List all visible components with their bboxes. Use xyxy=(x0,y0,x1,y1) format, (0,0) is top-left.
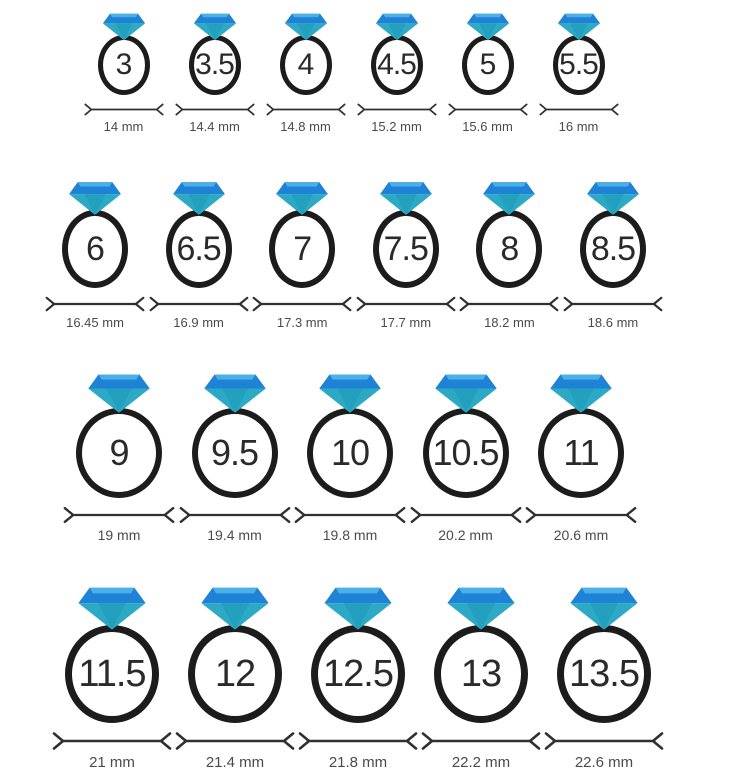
diamond-icon xyxy=(434,372,498,414)
ring-size-label: 12.5 xyxy=(323,653,393,695)
ring-band xyxy=(538,408,624,498)
ring-size-label: 13.5 xyxy=(569,653,639,695)
diamond-icon xyxy=(275,180,329,216)
ring-size-item xyxy=(355,180,457,330)
ring-size-label: 11 xyxy=(563,432,599,473)
diamond-icon xyxy=(87,372,151,414)
diameter-measure-line xyxy=(294,505,406,525)
ring-size-item xyxy=(351,12,442,134)
ring-size-label: 10 xyxy=(330,432,370,473)
diamond-icon xyxy=(375,12,419,41)
ring-size-chart xyxy=(0,12,730,771)
diameter-measure-line xyxy=(410,505,522,525)
diameter-label: 14.8 mm xyxy=(280,119,331,134)
diameter-measure-line xyxy=(175,730,295,752)
ring-size-item xyxy=(298,585,418,771)
ring-size-label: 8.5 xyxy=(590,230,636,268)
ring-band xyxy=(373,210,439,288)
diameter-label: 22.2 mm xyxy=(451,754,511,771)
ring-size-item xyxy=(421,585,541,771)
diamond-icon xyxy=(323,585,393,631)
diameter-label: 15.2 mm xyxy=(371,119,422,134)
diamond-icon xyxy=(68,180,122,216)
ring-size-item xyxy=(169,12,260,134)
ring-size-label: 12 xyxy=(214,653,256,695)
ring-size-item xyxy=(533,12,624,134)
diamond-icon xyxy=(466,12,510,41)
diamond-icon xyxy=(172,180,226,216)
ring-size-item xyxy=(442,12,533,134)
diamond-icon xyxy=(102,12,146,41)
ring-size-label: 8 xyxy=(500,230,519,268)
diameter-label: 21.4 mm xyxy=(205,754,265,771)
ring-band xyxy=(280,35,332,95)
ring-size-item xyxy=(175,585,295,771)
diameter-measure-line xyxy=(357,102,437,117)
ring-size-item xyxy=(562,180,664,330)
diameter-measure-line xyxy=(266,102,346,117)
ring-size-label: 5.5 xyxy=(559,48,598,81)
diamond-icon xyxy=(77,585,147,631)
diameter-label: 16.45 mm xyxy=(66,315,124,330)
ring-size-label: 9 xyxy=(109,432,129,473)
diamond-icon xyxy=(446,585,516,631)
diameter-measure-line xyxy=(175,102,255,117)
ring-band xyxy=(192,408,278,498)
diameter-measure-line xyxy=(252,295,352,313)
ring-size-label: 3 xyxy=(115,48,132,81)
ring-row-4 xyxy=(52,585,664,771)
ring-size-item xyxy=(293,372,407,543)
diameter-label: 18.2 mm xyxy=(484,315,535,330)
ring-size-label: 6 xyxy=(86,230,104,268)
ring-size-item xyxy=(62,372,176,543)
ring-band xyxy=(476,210,542,288)
ring-band xyxy=(76,408,162,498)
ring-size-label: 7 xyxy=(293,230,312,268)
diameter-measure-line xyxy=(63,505,175,525)
diamond-icon xyxy=(284,12,328,41)
ring-size-item xyxy=(148,180,250,330)
diameter-measure-line xyxy=(356,295,456,313)
ring-size-label: 9.5 xyxy=(210,432,259,473)
ring-band xyxy=(269,210,335,288)
ring-size-label: 13 xyxy=(460,653,502,695)
diameter-label: 21.8 mm xyxy=(328,754,388,771)
diameter-label: 19.8 mm xyxy=(322,527,378,543)
ring-row-1 xyxy=(78,12,624,134)
diamond-icon xyxy=(379,180,433,216)
ring-band xyxy=(65,625,159,723)
ring-band xyxy=(434,625,528,723)
ring-band xyxy=(189,35,241,95)
ring-size-item xyxy=(544,585,664,771)
ring-size-item xyxy=(178,372,292,543)
diameter-label: 18.6 mm xyxy=(587,315,639,330)
ring-band xyxy=(371,35,423,95)
diamond-icon xyxy=(569,585,639,631)
diameter-label: 16.9 mm xyxy=(173,315,224,330)
diameter-label: 14 mm xyxy=(103,119,144,134)
diameter-measure-line xyxy=(544,730,664,752)
ring-size-item xyxy=(251,180,353,330)
diameter-label: 22.6 mm xyxy=(574,754,634,771)
ring-band xyxy=(166,210,232,288)
diameter-measure-line xyxy=(84,102,164,117)
diameter-label: 21 mm xyxy=(89,754,135,771)
ring-size-label: 7.5 xyxy=(383,230,428,268)
ring-band xyxy=(423,408,509,498)
ring-size-item xyxy=(409,372,523,543)
diamond-icon xyxy=(557,12,601,41)
diameter-measure-line xyxy=(149,295,249,313)
diameter-measure-line xyxy=(525,505,637,525)
ring-size-item xyxy=(78,12,169,134)
ring-size-label: 6.5 xyxy=(176,230,221,268)
diameter-measure-line xyxy=(563,295,663,313)
diameter-measure-line xyxy=(539,102,619,117)
ring-band xyxy=(553,35,605,95)
ring-band xyxy=(188,625,282,723)
ring-size-label: 10.5 xyxy=(432,432,499,473)
ring-size-item xyxy=(458,180,560,330)
diamond-icon xyxy=(203,372,267,414)
diameter-label: 19 mm xyxy=(97,527,141,543)
diamond-icon xyxy=(200,585,270,631)
diameter-label: 16 mm xyxy=(558,119,599,134)
diameter-measure-line xyxy=(52,730,172,752)
ring-size-item xyxy=(524,372,638,543)
ring-size-item xyxy=(260,12,351,134)
diameter-measure-line xyxy=(45,295,145,313)
ring-band xyxy=(62,210,128,288)
diamond-icon xyxy=(193,12,237,41)
diameter-measure-line xyxy=(421,730,541,752)
diameter-label: 19.4 mm xyxy=(207,527,262,543)
ring-size-label: 4 xyxy=(297,48,314,81)
diamond-icon xyxy=(318,372,382,414)
diameter-measure-line xyxy=(298,730,418,752)
ring-size-item xyxy=(52,585,172,771)
diameter-label: 17.3 mm xyxy=(276,315,328,330)
diameter-label: 20.6 mm xyxy=(553,527,609,543)
ring-band xyxy=(557,625,651,723)
diameter-measure-line xyxy=(459,295,559,313)
ring-size-label: 5 xyxy=(479,48,496,81)
ring-band xyxy=(307,408,393,498)
diameter-label: 14.4 mm xyxy=(189,119,240,134)
ring-band xyxy=(311,625,405,723)
ring-size-item xyxy=(44,180,146,330)
diamond-icon xyxy=(549,372,613,414)
ring-row-3 xyxy=(62,372,638,543)
ring-size-label: 4.5 xyxy=(377,48,416,81)
diamond-icon xyxy=(586,180,640,216)
diamond-icon xyxy=(482,180,536,216)
diameter-label: 17.7 mm xyxy=(380,315,432,330)
ring-row-2 xyxy=(44,180,664,330)
ring-band xyxy=(462,35,514,95)
ring-size-label: 11.5 xyxy=(78,653,146,695)
diameter-label: 15.6 mm xyxy=(462,119,513,134)
diameter-measure-line xyxy=(448,102,528,117)
ring-size-label: 3.5 xyxy=(195,48,234,81)
ring-band xyxy=(580,210,646,288)
diameter-measure-line xyxy=(179,505,291,525)
diameter-label: 20.2 mm xyxy=(438,527,493,543)
ring-band xyxy=(98,35,150,95)
